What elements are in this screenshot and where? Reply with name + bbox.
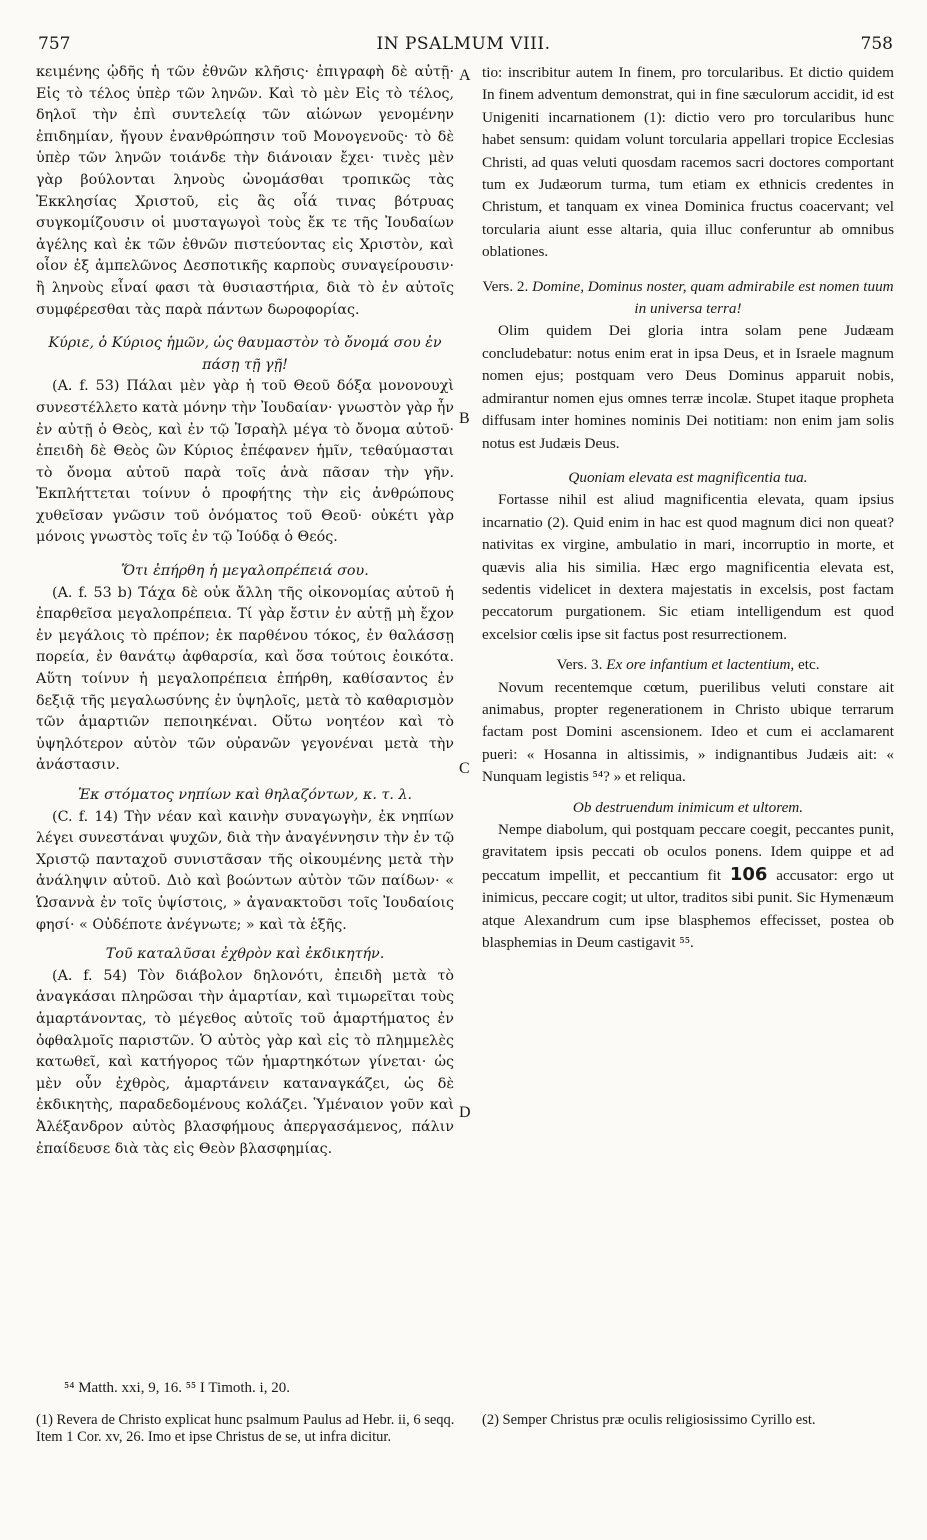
page-number-right: 758 [860, 34, 893, 54]
greek-paragraph-4: (C. f. 14) Τὴν νέαν καὶ καινὴν συναγωγὴν, ἐκ νηπίων λέγει συνεστάναι ψυχῶν, διὰ τὴν ἀναγέννησιν τὴν ἐν τῷ Χριστῷ πανταχοῦ συνιστᾶσαν τῆς οἰκουμένης μετὰ τὴν ἀνάληψιν αὐτοῦ. Διὸ καὶ βοώντων αὐτὸν τῶν παίδων· « Ὡσαννὰ ἐν τοῖς ὑψίστοις, » ἀγανακτοῦσι τοῖς Ἰουδαίοις φησί· « Οὐδέποτε ἀνέγνωτε; » καὶ τὰ ἑξῆς. [36, 808, 454, 933]
greek-paragraph-3: (A. f. 53 b) Τάχα δὲ οὐκ ἄλλη τῆς οἰκονομίας αὐτοῦ ἡ ἐπαρθεῖσα μεγαλοπρέπεια. Τί γὰρ ἔστιν ἐν αὐτῇ μὴ ἔχον ἐν μεγάλοις τὸ πρέπον; ἐκ παρθένου τόκος, ἐν θαλάσσῃ πορεία, ἐν θανάτῳ ἀφθαρσία, καὶ ὅσα τούτοις ἐοικότα. Αὕτη τοίνυν ἡ μεγαλοπρέπεια ἐπήρθη, καθίσαντος ἐν δεξιᾷ τῆς μεγαλωσύνης ἐν ὑψηλοῖς, μετὰ τὸ καθαρισμὸν τῶν ἁμαρτιῶν πεποιηκέναι. Οὕτω νοητέον καὶ τὸ ὑψηλότερον αὐτὸν τῶν οὐρανῶν γεγονέναι μετὰ τὴν ἀνάστασιν. [36, 584, 454, 774]
page-number-left: 757 [38, 34, 71, 54]
footnote-right [482, 1412, 894, 1429]
latin-verse-text-3: Ex ore infantium et lactentium, [606, 656, 795, 674]
latin-verse-heading-4: Ob destruendum inimicum et ultorem. [572, 798, 804, 816]
greek-paragraph-2: (A. f. 53) Πάλαι μὲν γὰρ ἡ τοῦ Θεοῦ δόξα μονονουχὶ συνεστέλλετο κατὰ μόνην τὴν Ἰουδαίαν· γνωστὸν γὰρ ἦν ἐν αὐτῇ ὁ Θεὸς, καὶ ἐν τῷ Ἰσραὴλ μέγα τὸ ὄνομα αὐτοῦ· ἐπειδὴ δὲ Θεὸς ὢν Κύριος ἐπέφανεν ἡμῖν, τεθαύμασται τὸ ὄνομα αὐτοῦ παρὰ τοῖς ἀνὰ πᾶσαν τὴν γῆν. Ἐκπλήττεται τοίνυν ὁ προφήτης τὴν εἰς ἀνθρώπους χυθεῖσαν γνῶσιν τοῦ ὀνόματος τοῦ Θεοῦ· οὐκέτι γὰρ μόνοις γνωστὸς τοῖς ἐν τῷ Ἰούδᾳ ὁ Θεός. [36, 378, 454, 546]
margin-marker-a: A [459, 67, 471, 84]
page-header [0, 34, 927, 58]
latin-verse-heading-1 [482, 276, 894, 321]
greek-verse-heading-2: Ὅτι ἐπήρθη ἡ μεγαλοπρέπειά σου. [121, 563, 369, 580]
latin-verse-heading-2: Quoniam elevata est magnificentia tua. [568, 468, 808, 486]
latin-paragraph-1: tio: inscribitur autem In finem, pro torcularibus. Et dictio quidem In finem adventum demonstrat, qui in fine sæculorum accidit, id est Unigeniti incarnationem (1): dictio vero pro torcularibus hunc habet sensum: quidam volunt torcularia appellari tropice Ecclesias Christi, ad quas veluti quosdam racemos sacri doctores comportant tum ex Judæorum turma, tum etiam ex ethnicis credentes in Christum, et tanquam ex vinea Dominica fructus coacervant; vel torcularia aiunt esse altaria, quia illuc conferuntur ab omnibus oblationes. [482, 64, 894, 261]
latin-column [482, 62, 894, 954]
latin-paragraph-5-part-a: Nempe diabolum, qui postquam peccare coegit, peccantes punit, gravitatem ipsis peccati ob oculos ponens. Idem quippe et ad peccatum impellit, et peccantium fit [482, 821, 894, 884]
latin-verse-heading-3 [482, 654, 894, 676]
latin-paragraph-3: Fortasse nihil est aliud magnificentia elevata, quam ipsius incarnatio (2). Quid enim in hac est quod magnum dici non queat? nativitas ex virgine, ambulatio in mari, incorruptio in morte, et quævis alia his similia. Hæc ergo magnificentia elevata est, sedentis videlicet in dextera majestatis in excelsis, post factam peccatorum purgationem. Sic etiam intelligendum est quod excelsior cœlis ipse sit factus post resurrectionem. [482, 491, 894, 643]
margin-marker-d: D [459, 1104, 471, 1121]
verse-number-2: Vers. 2. [482, 277, 529, 295]
margin-marker-b: B [459, 410, 470, 427]
footnote-left [36, 1412, 456, 1446]
greek-verse-heading-1: Κύριε, ὁ Κύριος ἡμῶν, ὡς θαυμαστὸν τὸ ὄνομά σου ἐν πάσῃ τῇ γῇ! [48, 335, 442, 373]
latin-verse-text-1: Domine, Dominus noster, quam admirabile est nomen tuum in universa terra! [532, 277, 894, 318]
latin-paragraph-5 [482, 819, 894, 954]
greek-verse-heading-3: Ἐκ στόματος νηπίων καὶ θηλαζόντων, κ. τ. λ. [77, 787, 413, 803]
verse-etc: etc. [798, 656, 820, 674]
greek-paragraph-5: (A. f. 54) Τὸν διάβολον δηλονότι, ἐπειδὴ μετὰ τὸ ἀναγκάσαι πληρῶσαι τὴν ἁμαρτίαν, καὶ τιμωρεῖται τοὺς ἁμαρτάνοντας, τὸ μέγεθος αὐτοῖς τοῦ ἁμαρτήματος ἐν ὀφθαλμοῖς παριστῶν. Ὁ αὐτὸς γὰρ καὶ εἰς τὸ πλημμελὲς κατωθεῖ, καὶ κατήγορος τῶν ἡμαρτηκότων γίνεται· ὡς μὲν οὖν ἐχθρὸς, ἁμαρτάνειν καταναγκάζει, ὡς δὲ ἐκδικητὴς, παραδεδομένους κολάζει. Ὑμέναιον γοῦν καὶ Ἀλέξανδρον αὐτὸς βλασφήμους ἀπεργασάμενος, πάλιν ἐπαίδευσε διὰ τὰς εἰς Θεὸν βλασφημίας. [36, 967, 454, 1157]
greek-column [36, 62, 454, 1160]
latin-paragraph-2: Olim quidem Dei gloria intra solam pene Judæam concludebatur: notus enim erat in ipsa Deus, et in Israele magnum nomen ejus; postquam vero Deus Dominus apparuit nobis, admirantur nomen ejus omnes terræ incolæ. Stupet itaque propheta diffusam inter homines nominis Dei notitiam: non enim jam solis notus est Judæis Deus. [482, 322, 894, 452]
footnote-1: (1) Revera de Christo explicat hunc psalmum Paulus ad Hebr. ii, 6 seqq. Item 1 Cor. xv, 26. Imo et ipse Christus de se, ut infra dicitur. [36, 1412, 455, 1445]
latin-paragraph-4: Novum recentemque cœtum, puerilibus veluti constare ait animabus, propter regenerationem in Christo ubique terrarum factam post Domini ascensionem. Ideo et cum ei acclamarent pueri: « Hosanna in altissimis, » indignantibus Judæis ait: « Nunquam legistis ⁵⁴? » et reliqua. [482, 678, 894, 786]
verse-number-3: Vers. 3. [556, 656, 603, 674]
scripture-references: ⁵⁴ Matth. xxi, 9, 16. ⁵⁵ I Timoth. i, 20. [64, 1380, 290, 1396]
greek-paragraph-1: κειμένης ᾠδῆς ἡ τῶν ἐθνῶν κλῆσις· ἐπιγραφὴ δὲ αὐτῇ· Εἰς τὸ τέλος ὑπὲρ τῶν ληνῶν. Καὶ τὸ μὲν Εἰς τὸ τέλος, δηλοῖ τὴν ἐπὶ συντελείᾳ τῶν αἰώνων γενομένην ἐπιδημίαν, ἤγουν ἐνανθρώπησιν τοῦ Μονογενοῦς· τὸ δὲ ὑπὲρ τῶν ληνῶν τοιάνδε τὴν διάνοιαν ἔχει· τινὲς μὲν γὰρ βούλονται ληνοὺς ὠνομάσθαι τροπικῶς τὰς Ἐκκλησίας Χριστοῦ, εἰς ἃς οἷά τινας βότρυας συγκομίζουσιν οἱ μυσταγωγοὶ τοὺς ἔκ τε τῆς Ἰουδαίων ἀγέλης καὶ ἐκ τῶν ἐθνῶν πιστεύοντας εἰς Χριστὸν, καὶ οἷον ἐξ ἀμπελῶνος Δεσποτικῆς καρποὺς συναγείρουσιν· ἢ ληνοὺς εἶναί φασι τὰ θυσιαστήρια, διὰ τὸ ἐν αὐτοῖς συμφέρεσθαι τὰς παρὰ πάντων δωροφορίας. [36, 64, 454, 318]
margin-marker-c: C [459, 760, 470, 777]
footnote-2: (2) Semper Christus præ oculis religiosissimo Cyrillo est. [482, 1412, 816, 1428]
column-number: 106 [729, 863, 768, 885]
latin-paragraph-5-part-b: accusator: ergo ut inimicus, peccare cogit; ut ultor, traditos sibi punit. Sic Hymenæum atque Alexandrum cum ipse blasphemos effecisset, postea ob blasphemias in Deum castigavit ⁵⁵. [482, 866, 895, 952]
running-title: IN PSALMUM VIII. [376, 34, 551, 54]
greek-verse-heading-4: Τοῦ καταλῦσαι ἐχθρὸν καὶ ἐκδικητήν. [105, 946, 385, 963]
